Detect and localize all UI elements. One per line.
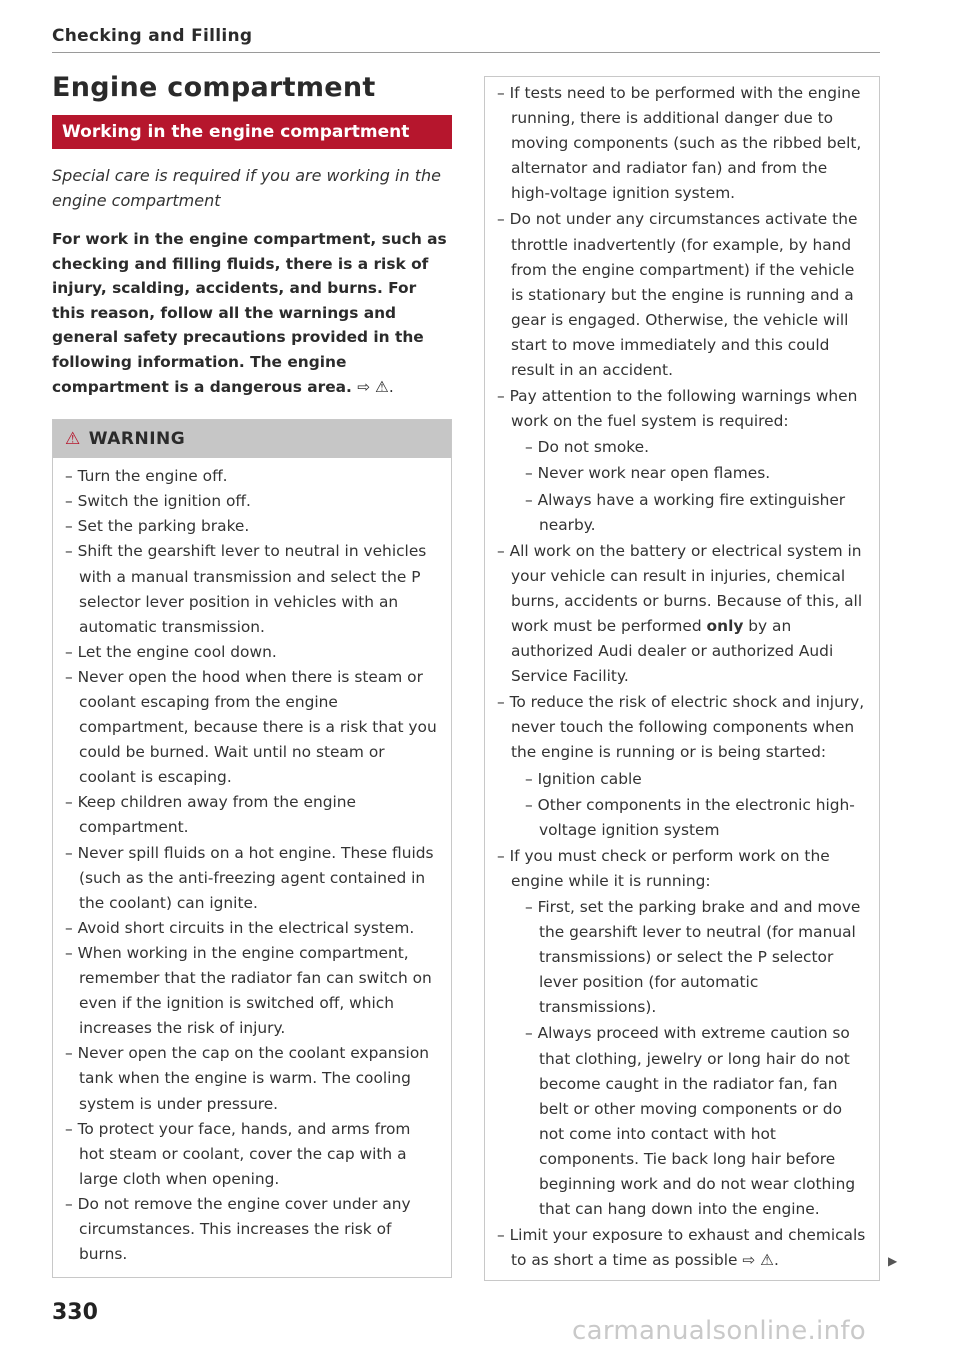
safety-notice <box>52 227 452 399</box>
warning-item: – Shift the gearshift lever to neutral in vehicles with a manual transmission and select the P selector lever position in vehicles with an automatic transmission. <box>65 539 439 639</box>
warning-item-text: Pay attention to the following warnings when work on the fuel system is required: <box>509 387 858 431</box>
warning-triangle-icon: ⚠ <box>65 429 81 450</box>
warning-item: – Do not under any circumstances activate the throttle inadvertently (for example, by hand from the engine compartment) if the vehicle is stationary but the engine is running and a gear is engaged. Otherwise, the vehicle will start to move immediately and this could result in an accident. <box>497 207 867 383</box>
warning-item <box>497 539 867 690</box>
warning-item: – Let the engine cool down. <box>65 640 439 665</box>
warning-item-text: To reduce the risk of electric shock and injury, never touch the following components when the engine is running or is being started: <box>509 693 865 762</box>
warning-title: WARNING <box>88 429 186 450</box>
warning-item: – If tests need to be performed with the engine running, there is additional danger due to moving components (such as the ribbed belt, alternator and radiator fan) and from the high-voltage ignition system. <box>497 81 867 206</box>
watermark: carmanualsonline.info <box>572 1316 867 1346</box>
sub-item: – Other components in the electronic high-voltage ignition system <box>525 793 867 843</box>
warning-item: – Keep children away from the engine compartment. <box>65 790 439 840</box>
warning-item: – Avoid short circuits in the electrical system. <box>65 916 439 941</box>
warning-continuation-box <box>484 76 880 1281</box>
warning-item <box>497 690 867 843</box>
warning-item-text: If you must check or perform work on the engine while it is running: <box>509 846 830 890</box>
warning-list <box>53 458 451 1277</box>
warning-item: – Set the parking brake. <box>65 514 439 539</box>
safety-notice-text: For work in the engine compartment, such as checking and filling fluids, there is a risk of injury, scalding, accidents, and burns. For this reason, follow all the warnings and general safety precautions provided in the following information. The engine compartment is a dangerous area. <box>52 230 447 396</box>
warning-item: – Limit your exposure to exhaust and chemicals to as short a time as possible ⇨ ⚠. <box>497 1223 867 1273</box>
left-column <box>52 72 452 1278</box>
battery-text-a: All work on the battery or electrical system in your vehicle can result in injuries, chemical burns, accidents or burns. Because of this, all work must be performed <box>509 541 863 635</box>
section-title: Engine compartment <box>52 72 376 103</box>
sub-item: – Never work near open flames. <box>525 461 867 486</box>
warning-item: – Never open the hood when there is steam or coolant escaping from the engine compartment, because there is a risk that you could be burned. Wait until no steam or coolant is escaping. <box>65 665 439 790</box>
warning-item: – When working in the engine compartment, remember that the radiator fan can switch on even if the ignition is switched off, which increases the risk of injury. <box>65 941 439 1041</box>
page-number: 330 <box>52 1300 98 1325</box>
sub-item: – Ignition cable <box>525 767 867 792</box>
emphasis-only: only <box>706 616 744 635</box>
warning-item <box>497 384 867 538</box>
warning-continuation-list <box>497 81 867 1273</box>
warning-item: – Do not remove the engine cover under any circumstances. This increases the risk of burns. <box>65 1192 439 1267</box>
continue-arrow-icon: ▶ <box>888 1254 898 1268</box>
fuel-sublist <box>511 435 867 537</box>
sub-item: – Always proceed with extreme caution so that clothing, jewelry or long hair do not become caught in the radiator fan, fan belt or other moving components or do not come into contact with hot components. Tie back long hair before beginning work and do not wear clothing that can hang down into the engine. <box>525 1021 867 1222</box>
ignition-sublist <box>511 767 867 843</box>
running-engine-sublist <box>511 895 867 1222</box>
warning-item: – To protect your face, hands, and arms from hot steam or coolant, cover the cap with a large cloth when opening. <box>65 1117 439 1192</box>
warning-item: – Turn the engine off. <box>65 464 439 489</box>
warning-header <box>53 420 451 458</box>
subsection-heading: Working in the engine compartment <box>52 115 452 149</box>
warning-box <box>52 419 452 1278</box>
right-column <box>484 76 880 1281</box>
header-divider <box>52 52 880 53</box>
battery-text-b: by an authorized Audi dealer or authorized Audi Service Facility. <box>511 616 834 686</box>
sub-item: – Always have a working fire extinguisher nearby. <box>525 488 867 538</box>
page-header: Checking and Filling <box>52 26 253 46</box>
warning-item: – Switch the ignition off. <box>65 489 439 514</box>
warning-item: – Never open the cap on the coolant expansion tank when the engine is warm. The cooling system is under pressure. <box>65 1041 439 1116</box>
sub-item: – Do not smoke. <box>525 435 867 460</box>
intro-text: Special care is required if you are working in the engine compartment <box>52 166 441 210</box>
sub-item: – First, set the parking brake and and move the gearshift lever to neutral (for manual transmissions) or select the P selector lever position (for automatic transmissions). <box>525 895 867 1020</box>
warning-item: – Never spill fluids on a hot engine. These fluids (such as the anti-freezing agent contained in the coolant) can ignite. <box>65 841 439 916</box>
warning-item <box>497 844 867 1222</box>
warning-reference-link[interactable]: ⇨ ⚠. <box>357 377 394 396</box>
